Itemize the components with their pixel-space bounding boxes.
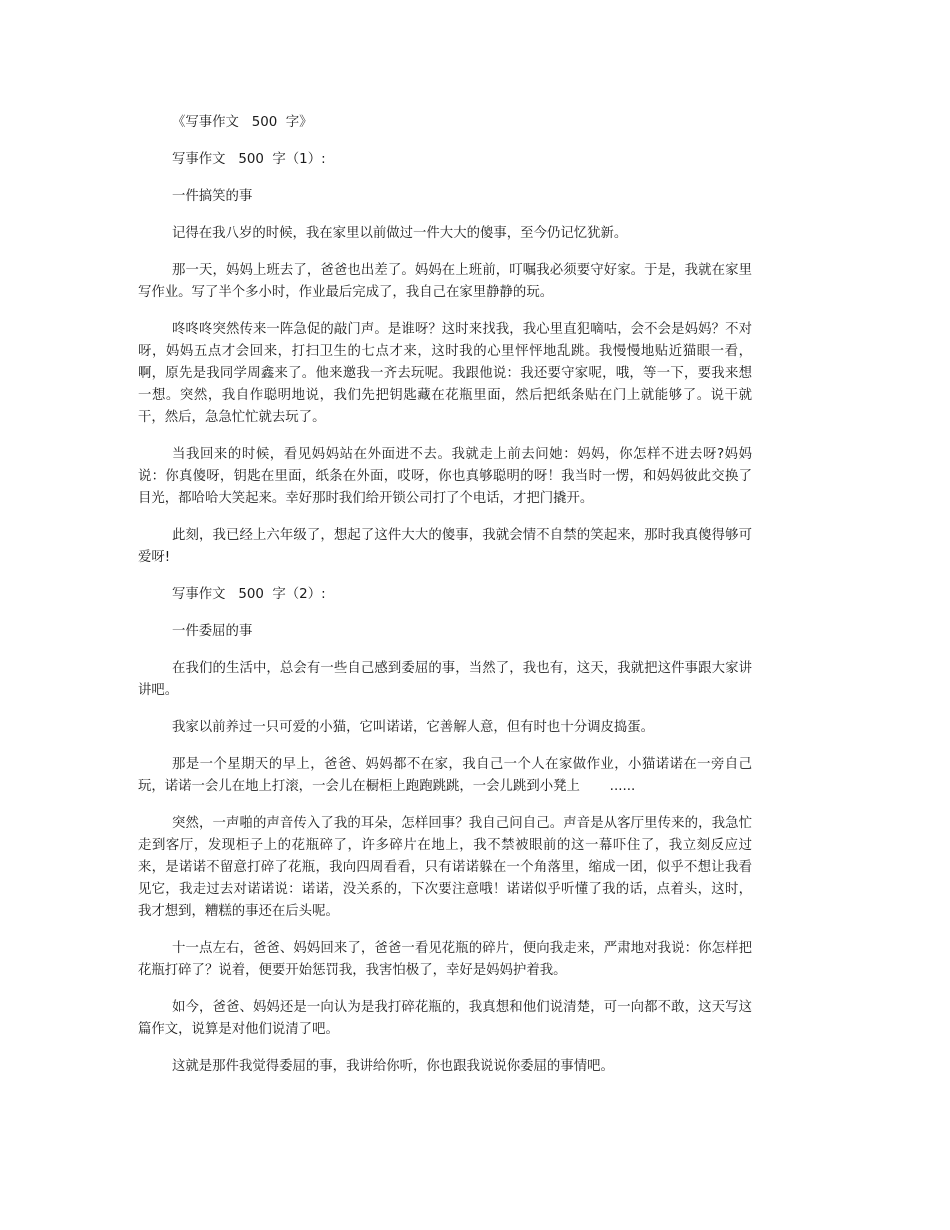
essay2-paragraph-1: 在我们的生活中，总会有一些自己感到委屈的事，当然了，我也有，这天，我就把这件事跟大家讲讲吧。 — [138, 661, 752, 698]
essay1-paragraph-4: 当我回来的时候，看见妈妈站在外面进不去。我就走上前去问她：妈妈，你怎样不进去呀?妈妈说：你真傻呀，钥匙在里面，纸条在外面，哎呀，你也真够聪明的呀！我当时一愣，和妈妈彼此交换了目光，都哈哈大笑起来。幸好那时我们给开锁公司打了个电话，才把门撬开。 — [138, 447, 752, 506]
essay1-paragraph-5: 此刻，我已经上六年级了，想起了这件大大的傻事，我就会情不自禁的笑起来，那时我真傻得够可爱呀! — [138, 528, 752, 565]
essay2-paragraph-5: 十一点左右，爸爸、妈妈回来了，爸爸一看见花瓶的碎片，便向我走来，严肃地对我说：你怎样把花瓶打碎了？说着，便要开始惩罚我，我害怕极了，幸好是妈妈护着我。 — [138, 941, 752, 978]
essay2-paragraph-4: 突然，一声啪的声音传入了我的耳朵，怎样回事？我自己问自己。声音是从客厅里传来的，我急忙走到客厅，发现柜子上的花瓶碎了，许多碎片在地上，我不禁被眼前的这一幕吓住了，我立刻反应过来，是诺诺不留意打碎了花瓶，我向四周看看，只有诺诺躲在一个角落里，缩成一团，似乎不想让我看见它，我走过去对诺诺说：诺诺，没关系的，下次要注意哦！诺诺似乎听懂了我的话，点着头，这时，我才想到，糟糕的事还在后头呢。 — [138, 816, 752, 919]
essay1-paragraph-2: 那一天，妈妈上班去了，爸爸也出差了。妈妈在上班前，叮嘱我必须要守好家。于是，我就在家里写作业。写了半个多小时，作业最后完成了，我自己在家里静静的玩。 — [138, 263, 752, 300]
document-title: 《写事作文 500 字》 — [172, 115, 313, 130]
essay2-paragraph-6: 如今，爸爸、妈妈还是一向认为是我打碎花瓶的，我真想和他们说清楚，可一向都不敢，这天写这篇作文，说算是对他们说清了吧。 — [138, 1000, 752, 1037]
essay2-heading: 写事作文 500 字（2）: — [172, 587, 326, 602]
document-page — [138, 112, 752, 1078]
essay2-paragraph-3: 那是一个星期天的早上，爸爸、妈妈都不在家，我自己一个人在家做作业，小猫诺诺在一旁自己玩，诺诺一会儿在地上打滚，一会儿在橱柜上跑跑跳跳，一会儿跳到小凳上 ...... — [138, 757, 752, 794]
essay2-paragraph-2: 我家以前养过一只可爱的小猫，它叫诺诺，它善解人意，但有时也十分调皮捣蛋。 — [172, 720, 655, 735]
essay1-subtitle: 一件搞笑的事 — [172, 189, 253, 204]
essay1-paragraph-1: 记得在我八岁的时候，我在家里以前做过一件大大的傻事，至今仍记忆犹新。 — [172, 226, 628, 241]
essay1-heading: 写事作文 500 字（1）: — [172, 152, 326, 167]
essay1-paragraph-3: 咚咚咚突然传来一阵急促的敲门声。是谁呀？这时来找我，我心里直犯嘀咕，会不会是妈妈？不对呀，妈妈五点才会回来，打扫卫生的七点才来，这时我的心里怦怦地乱跳。我慢慢地贴近猫眼一看，啊，原先是我同学周鑫来了。他来邀我一齐去玩呢。我跟他说：我还要守家呢，哦，等一下，要我来想一想。突然，我自作聪明地说，我们先把钥匙藏在花瓶里面，然后把纸条贴在门上就能够了。说干就干，然后，急急忙忙就去玩了。 — [138, 322, 752, 425]
essay2-paragraph-7: 这就是那件我觉得委屈的事，我讲给你听，你也跟我说说你委屈的事情吧。 — [172, 1059, 614, 1074]
essay2-subtitle: 一件委屈的事 — [172, 624, 253, 639]
